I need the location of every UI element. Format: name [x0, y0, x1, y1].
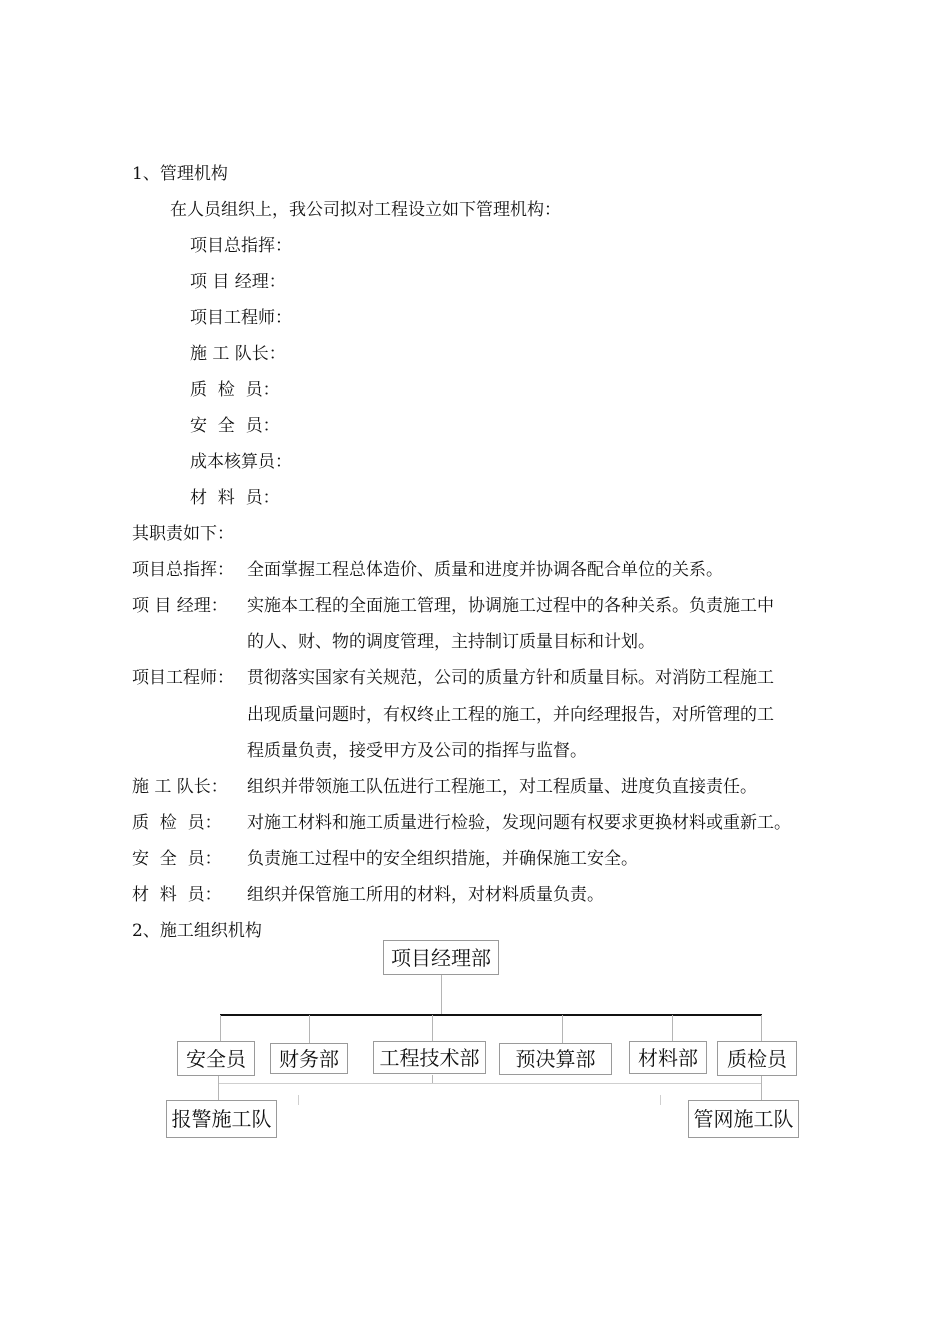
duty-text: 程质量负责，接受甲方及公司的指挥与监督。 — [247, 741, 587, 761]
org-box-department: 工程技术部 — [373, 1041, 486, 1074]
duty-role: 项 目 经理： — [132, 596, 228, 616]
connector-line — [220, 1014, 762, 1016]
role-list-item: 项目总指挥： — [190, 236, 292, 256]
duty-text: 贯彻落实国家有关规范，公司的质量方针和质量目标。对消防工程施工 — [247, 668, 774, 688]
section1-heading: 1、管理机构 — [132, 164, 228, 184]
duties-heading: 其职责如下： — [132, 524, 234, 544]
role-list-item: 成本核算员： — [190, 452, 292, 472]
duty-role: 安 全 员： — [132, 849, 222, 869]
connector-line — [672, 1015, 673, 1041]
connector-line — [432, 1015, 433, 1041]
duty-text: 负责施工过程中的安全组织措施，并确保施工安全。 — [247, 849, 638, 869]
connector-line — [218, 1075, 219, 1101]
connector-line — [218, 1083, 761, 1084]
org-box-department: 安全员 — [177, 1041, 255, 1076]
duty-role: 项目工程师： — [132, 668, 234, 688]
connector-line — [761, 1075, 762, 1101]
role-list-item: 安 全 员： — [190, 416, 280, 436]
section2-heading: 2、施工组织机构 — [132, 921, 262, 941]
role-list-item: 施 工 队长： — [190, 344, 286, 364]
connector-line — [432, 1075, 433, 1083]
connector-line — [298, 1095, 299, 1105]
org-box-project-management: 项目经理部 — [383, 940, 499, 975]
duty-text: 全面掌握工程总体造价、质量和进度并协调各配合单位的关系。 — [247, 560, 723, 580]
connector-line — [562, 1015, 563, 1043]
duty-role: 质 检 员： — [132, 813, 222, 833]
connector-line — [660, 1095, 661, 1105]
connector-line — [761, 1015, 762, 1041]
org-box-department: 材料部 — [629, 1041, 707, 1074]
org-box-team: 管网施工队 — [688, 1100, 799, 1138]
duty-role: 材 料 员： — [132, 885, 222, 905]
connector-line — [220, 1015, 221, 1041]
duty-role: 项目总指挥： — [132, 560, 234, 580]
org-box-department: 预决算部 — [499, 1043, 612, 1075]
duty-text: 实施本工程的全面施工管理，协调施工过程中的各种关系。负责施工中 — [247, 596, 774, 616]
duty-role: 施 工 队长： — [132, 777, 228, 797]
connector-line — [309, 1015, 310, 1043]
duty-text: 对施工材料和施工质量进行检验，发现问题有权要求更换材料或重新工。 — [247, 813, 791, 833]
section1-intro: 在人员组织上，我公司拟对工程设立如下管理机构： — [170, 200, 561, 220]
org-box-department: 质检员 — [717, 1041, 797, 1076]
org-box-team: 报警施工队 — [166, 1100, 277, 1138]
org-box-department: 财务部 — [270, 1043, 348, 1074]
duty-text: 的人、财、物的调度管理，主持制订质量目标和计划。 — [247, 632, 655, 652]
duty-text: 组织并带领施工队伍进行工程施工，对工程质量、进度负直接责任。 — [247, 777, 757, 797]
duty-text: 组织并保管施工所用的材料，对材料质量负责。 — [247, 885, 604, 905]
role-list-item: 质 检 员： — [190, 380, 280, 400]
role-list-item: 项目工程师： — [190, 308, 292, 328]
connector-line — [441, 974, 442, 1014]
duty-text: 出现质量问题时，有权终止工程的施工，并向经理报告，对所管理的工 — [247, 705, 774, 725]
role-list-item: 项 目 经理： — [190, 272, 286, 292]
role-list-item: 材 料 员： — [190, 488, 280, 508]
